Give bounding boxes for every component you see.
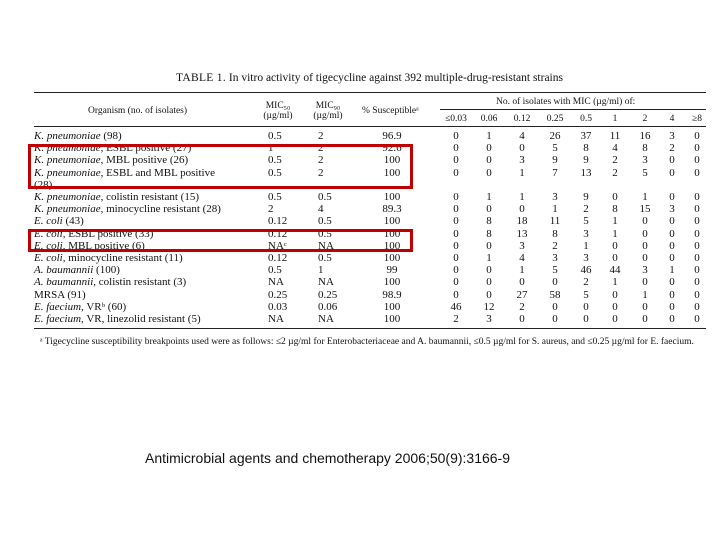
isolate-count-cell: 5	[583, 288, 589, 301]
organism-species: K. pneumoniae	[34, 203, 101, 216]
isolate-count-cell: 0	[694, 276, 700, 289]
organism-detail: (100)	[93, 264, 120, 277]
organism-detail: , VR, linezolid resistant (5)	[81, 313, 201, 325]
isolate-count-cell: 0	[486, 203, 492, 216]
isolate-count-cell: 9	[552, 154, 558, 167]
header-susceptible: % Susceptibleᵃ	[362, 106, 419, 116]
isolate-count-cell: 5	[552, 264, 558, 277]
isolate-count-cell: 0	[612, 252, 618, 264]
isolate-count-cell: 1	[486, 252, 492, 264]
header-mic50	[258, 101, 298, 121]
susceptible-cell: 100	[383, 313, 401, 325]
isolate-count-cell: 0	[453, 166, 459, 179]
organism-cell	[34, 301, 126, 313]
organism-cell	[34, 289, 86, 301]
isolate-count-cell: 0	[694, 142, 700, 155]
organism-detail: , minocycline resistant (11)	[62, 252, 183, 264]
isolate-count-cell: 0	[453, 215, 459, 228]
isolate-count-cell: 3	[669, 130, 675, 142]
table-title	[176, 72, 563, 84]
isolate-count-cell: 0	[453, 227, 459, 240]
bottom-rule	[34, 328, 706, 329]
isolate-count-cell: 18	[516, 215, 528, 228]
isolate-count-cell: 0	[694, 264, 700, 277]
isolate-count-cell: 3	[642, 154, 648, 167]
mic-column-header: ≥8	[692, 114, 702, 124]
mic90-cell: NA	[318, 239, 334, 252]
isolate-count-cell: 7	[552, 166, 558, 179]
isolate-count-cell: 44	[609, 264, 621, 277]
mic90-cell: NA	[318, 313, 334, 325]
isolate-count-cell: 0	[694, 313, 700, 325]
mic-column-header: 0.12	[513, 114, 531, 124]
isolate-count-cell: 5	[552, 142, 558, 155]
mic50-cell: 0.12	[268, 215, 288, 228]
isolate-count-cell: 1	[552, 203, 558, 216]
organism-species: K. pneumoniae	[34, 142, 101, 155]
organism-cell	[34, 264, 120, 276]
susceptible-cell: 100	[383, 166, 401, 179]
mic90-cell: 2	[318, 142, 324, 155]
organism-species: K. pneumoniae	[34, 166, 101, 179]
isolate-count-cell: 0	[694, 239, 700, 252]
mic50-cell: NA	[268, 276, 284, 289]
isolate-count-cell: 0	[453, 252, 459, 264]
organism-species: K. pneumoniae	[34, 154, 101, 167]
table-row	[34, 301, 706, 313]
isolate-count-cell: 1	[642, 191, 648, 203]
organism-detail: , ESBL and MBL positive	[100, 166, 215, 179]
organism-detail: , colistin resistant (3)	[93, 276, 187, 289]
mic90-cell: 0.06	[318, 300, 338, 313]
isolate-count-cell: 13	[580, 166, 592, 179]
isolate-count-cell: 2	[612, 166, 618, 179]
organism-cell	[34, 215, 84, 227]
organism-cell	[34, 276, 186, 288]
organism-detail: (98)	[100, 130, 122, 142]
table-row	[34, 130, 706, 142]
mic90-cell: 1	[318, 264, 324, 277]
organism-species: A. baumannii	[34, 264, 94, 277]
organism-detail: MRSA (91)	[34, 288, 86, 301]
isolate-count-cell: 8	[642, 142, 648, 155]
organism-detail: , ESBL positive (33)	[62, 227, 154, 240]
isolate-count-cell: 0	[669, 239, 675, 252]
highlight-box-klebsiella	[28, 144, 413, 189]
isolate-count-cell: 0	[669, 215, 675, 228]
isolate-count-cell: 11	[609, 130, 621, 142]
isolate-count-cell: 0	[453, 130, 459, 142]
isolate-count-cell: 0	[669, 154, 675, 167]
isolate-count-cell: 0	[486, 239, 492, 252]
isolate-count-cell: 0	[694, 154, 700, 167]
isolate-count-cell: 2	[669, 142, 675, 155]
mic50-cell: 1	[268, 142, 274, 155]
isolate-count-cell: 26	[549, 130, 561, 142]
mic50-cell: NA	[268, 313, 284, 325]
isolate-count-cell: 3	[486, 313, 492, 325]
isolate-count-cell: 2	[612, 154, 618, 167]
isolate-count-cell: 8	[552, 227, 558, 240]
organism-detail: , colistin resistant (15)	[100, 191, 199, 203]
organism-detail: (43)	[62, 215, 84, 228]
isolate-count-cell: 1	[486, 191, 492, 203]
isolate-count-cell: 0	[669, 191, 675, 203]
mic50-cell: 0.12	[268, 252, 288, 264]
organism-cell	[34, 252, 183, 264]
susceptible-cell: 100	[383, 252, 401, 264]
organism-species: E. coli	[34, 252, 63, 264]
isolate-count-cell: 0	[669, 300, 675, 313]
isolate-count-cell: 0	[486, 264, 492, 277]
organism-species: K. pneumoniae	[34, 191, 101, 203]
header-mic50-units: (µg/ml)	[263, 111, 293, 121]
header-mic90	[308, 101, 348, 121]
isolate-count-cell: 5	[583, 215, 589, 228]
isolate-count-cell: 15	[639, 203, 651, 216]
isolate-count-cell: 0	[694, 288, 700, 301]
susceptible-cell: 99	[386, 264, 398, 277]
isolate-count-cell: 0	[694, 227, 700, 240]
isolate-count-cell: 3	[583, 252, 589, 264]
isolate-count-cell: 0	[694, 203, 700, 216]
susceptible-cell: 100	[383, 191, 401, 203]
isolate-count-cell: 2	[583, 276, 589, 289]
isolate-count-cell: 0	[612, 288, 618, 301]
table-row	[34, 203, 706, 215]
organism-cell	[34, 203, 221, 215]
organism-species: E. faecium	[34, 300, 82, 313]
table-row	[34, 276, 706, 288]
mic50-cell: 0.5	[268, 191, 282, 203]
isolate-count-cell: 0	[552, 313, 558, 325]
citation: Antimicrobial agents and chemotherapy 2006;50(9):3166-9	[145, 450, 511, 466]
isolate-count-cell: 0	[519, 276, 525, 289]
isolate-count-cell: 0	[694, 252, 700, 264]
organism-detail: , VRᵇ (60)	[81, 300, 127, 313]
isolate-count-cell: 0	[694, 166, 700, 179]
isolate-count-cell: 0	[612, 313, 618, 325]
isolate-count-cell: 46	[580, 264, 592, 277]
isolate-count-cell: 2	[519, 300, 525, 313]
isolate-count-cell: 0	[453, 288, 459, 301]
organism-cell	[34, 191, 199, 203]
isolate-count-cell: 2	[583, 203, 589, 216]
susceptible-cell: 100	[383, 300, 401, 313]
isolate-count-cell: 0	[453, 154, 459, 167]
organism-detail: , MBL positive (6)	[62, 239, 145, 252]
isolate-count-cell: 9	[583, 154, 589, 167]
header-isolates-group: No. of isolates with MIC (µg/ml) of:	[496, 97, 636, 107]
isolate-count-cell: 0	[486, 142, 492, 155]
organism-detail: , MBL positive (26)	[100, 154, 189, 167]
isolate-count-cell: 2	[552, 239, 558, 252]
mic90-cell: 4	[318, 203, 324, 216]
isolate-count-cell: 0	[612, 191, 618, 203]
isolate-count-cell: 3	[669, 203, 675, 216]
mic-column-header: 0.25	[546, 114, 564, 124]
top-rule	[34, 92, 706, 93]
footnote: ᵃ Tigecycline susceptibility breakpoints used were as follows: ≤2 µg/ml for Enterobacteriaceae and A. baumannii, ≤0.5 µg/ml for S. aureus, and ≤0.25 µg/ml for E. faecium.	[40, 337, 694, 347]
mic90-cell: 2	[318, 130, 324, 142]
susceptible-cell: 100	[383, 154, 401, 167]
isolate-count-cell: 46	[450, 300, 462, 313]
organism-detail: , ESBL positive (27)	[100, 142, 192, 155]
mic90-cell: 0.5	[318, 215, 332, 228]
isolate-count-cell: 0	[519, 203, 525, 216]
isolate-count-cell: 0	[694, 191, 700, 203]
susceptible-cell: 98.9	[382, 288, 402, 301]
isolate-count-cell: 0	[486, 154, 492, 167]
isolate-count-cell: 9	[583, 191, 589, 203]
isolate-count-cell: 3	[583, 227, 589, 240]
susceptible-cell: 100	[383, 276, 401, 289]
isolate-count-cell: 1	[669, 264, 675, 277]
isolate-count-cell: 1	[612, 215, 618, 228]
isolate-count-cell: 4	[519, 252, 525, 264]
table-title-text: In vitro activity of tigecycline against 392 multiple-drug-resistant strains	[228, 72, 563, 84]
isolate-count-cell: 0	[486, 166, 492, 179]
isolate-count-cell: 11	[549, 215, 561, 228]
isolate-count-cell: 0	[669, 288, 675, 301]
mic-column-header: ≤0.03	[445, 114, 467, 124]
isolate-count-cell: 2	[453, 313, 459, 325]
isolate-count-cell: 0	[552, 276, 558, 289]
isolate-count-cell: 0	[669, 313, 675, 325]
organism-species: E. faecium	[34, 313, 82, 325]
isolate-count-cell: 8	[486, 227, 492, 240]
isolate-count-cell: 5	[642, 166, 648, 179]
header-mic90-units: (µg/ml)	[313, 111, 343, 121]
isolate-count-cell: 0	[642, 313, 648, 325]
mic50-cell: 0.5	[268, 166, 282, 179]
organism-species: E. coli	[34, 239, 63, 252]
organism-species: A. baumannii	[34, 276, 94, 289]
mic50-cell: 0.25	[268, 288, 288, 301]
isolate-count-cell: 0	[694, 215, 700, 228]
group-rule	[440, 109, 706, 110]
organism-species: E. coli	[34, 215, 63, 228]
isolate-count-cell: 1	[519, 166, 525, 179]
mic-column-header: 2	[642, 114, 648, 124]
isolate-count-cell: 16	[639, 130, 651, 142]
isolate-count-cell: 0	[694, 300, 700, 313]
susceptible-cell: 100	[383, 227, 401, 240]
isolate-count-cell: 3	[519, 154, 525, 167]
isolate-count-cell: 0	[453, 264, 459, 277]
isolate-count-cell: 1	[583, 239, 589, 252]
isolate-count-cell: 12	[483, 300, 495, 313]
isolate-count-cell: 0	[552, 300, 558, 313]
organism-species: K. pneumoniae	[34, 130, 101, 142]
isolate-count-cell: 0	[612, 300, 618, 313]
isolate-count-cell: 0	[583, 313, 589, 325]
isolate-count-cell: 0	[453, 191, 459, 203]
isolate-count-cell: 0	[453, 142, 459, 155]
isolate-count-cell: 4	[519, 130, 525, 142]
susceptible-cell: 89.3	[382, 203, 402, 216]
isolate-count-cell: 27	[516, 288, 528, 301]
isolate-count-cell: 0	[694, 130, 700, 142]
mic50-cell: 0.5	[268, 130, 282, 142]
mic50-cell: 0.12	[268, 227, 288, 240]
table-row	[34, 191, 706, 203]
isolate-count-cell: 1	[486, 130, 492, 142]
isolate-count-cell: 1	[612, 276, 618, 289]
isolate-count-cell: 0	[669, 227, 675, 240]
mic50-cell: 0.5	[268, 264, 282, 277]
mic90-cell: NA	[318, 276, 334, 289]
mic90-cell: 2	[318, 166, 324, 179]
mic-column-header: 1	[612, 114, 618, 124]
mic50-cell: 2	[268, 203, 274, 216]
header-organism: Organism (no. of isolates)	[88, 106, 188, 116]
highlight-box-ecoli	[28, 229, 413, 252]
mic50-cell: 0.5	[268, 154, 282, 167]
isolate-count-cell: 8	[486, 215, 492, 228]
isolate-count-cell: 0	[486, 276, 492, 289]
susceptible-cell: 100	[383, 239, 401, 252]
isolate-count-cell: 58	[549, 288, 561, 301]
isolate-count-cell: 0	[642, 215, 648, 228]
susceptible-cell: 92.6	[382, 142, 402, 155]
isolate-count-cell: 8	[612, 203, 618, 216]
isolate-count-cell: 0	[486, 288, 492, 301]
isolate-count-cell: 0	[612, 239, 618, 252]
isolate-count-cell: 1	[642, 288, 648, 301]
mic90-cell: 0.5	[318, 191, 332, 203]
isolate-count-cell: 1	[612, 227, 618, 240]
isolate-count-cell: 0	[453, 239, 459, 252]
isolate-count-cell: 0	[519, 313, 525, 325]
isolate-count-cell: 0	[453, 276, 459, 289]
mic50-cell: 0.03	[268, 300, 288, 313]
mic90-cell: 0.5	[318, 252, 332, 264]
isolate-count-cell: 0	[453, 203, 459, 216]
isolate-count-cell: 0	[519, 142, 525, 155]
table-row	[34, 289, 706, 301]
isolate-count-cell: 0	[642, 276, 648, 289]
isolate-count-cell: 0	[583, 300, 589, 313]
isolate-count-cell: 13	[516, 227, 528, 240]
isolate-count-cell: 3	[552, 191, 558, 203]
isolate-count-cell: 1	[519, 191, 525, 203]
organism-cell	[34, 313, 201, 325]
header-mic50-label: MIC₅₀	[265, 101, 291, 111]
isolate-count-cell: 0	[642, 239, 648, 252]
isolate-count-cell: 8	[583, 142, 589, 155]
isolate-count-cell: 37	[580, 130, 592, 142]
isolate-count-cell: 0	[669, 166, 675, 179]
table-row	[34, 264, 706, 276]
susceptible-cell: 96.9	[382, 130, 402, 142]
isolate-count-cell: 0	[642, 227, 648, 240]
isolate-count-cell: 3	[552, 252, 558, 264]
mic90-cell: 0.25	[318, 288, 338, 301]
susceptible-cell: 100	[383, 215, 401, 228]
organism-species: E. coli	[34, 227, 63, 240]
isolate-count-cell: 3	[519, 239, 525, 252]
mic-column-header: 0.5	[580, 114, 592, 124]
isolate-count-cell: 3	[642, 264, 648, 277]
table-title-label: TABLE 1.	[176, 72, 227, 84]
organism-detail: (28)	[34, 178, 53, 191]
table-row	[34, 313, 706, 325]
isolate-count-cell: 0	[669, 252, 675, 264]
mic90-cell: 2	[318, 154, 324, 167]
mic90-cell: 0.5	[318, 227, 332, 240]
header-rule	[34, 126, 706, 127]
organism-cell	[34, 130, 122, 142]
isolate-count-cell: 1	[519, 264, 525, 277]
organism-detail: , minocycline resistant (28)	[100, 203, 221, 216]
mic50-cell: NAᶜ	[268, 239, 287, 252]
header-mic90-label: MIC₉₀	[315, 101, 341, 111]
mic-column-header: 4	[669, 114, 675, 124]
isolate-count-cell: 0	[642, 252, 648, 264]
isolate-count-cell: 4	[612, 142, 618, 155]
table-row	[34, 252, 706, 264]
table-row	[34, 215, 706, 227]
mic-column-header: 0.06	[480, 114, 498, 124]
isolate-count-cell: 0	[669, 276, 675, 289]
isolate-count-cell: 0	[642, 300, 648, 313]
